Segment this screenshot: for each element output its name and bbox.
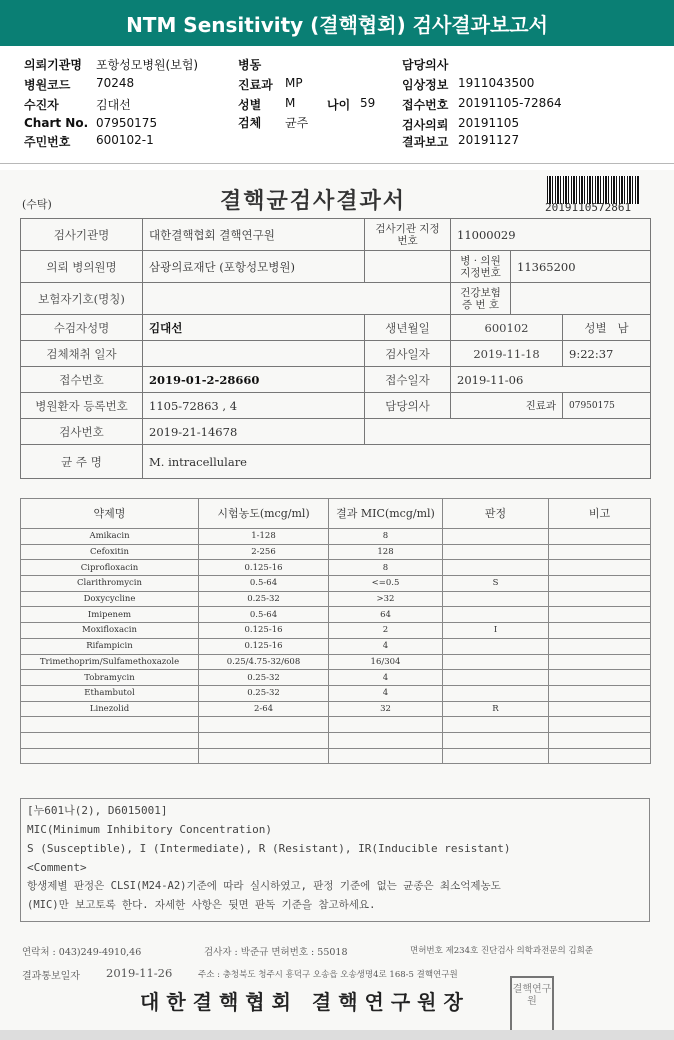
- judgement: [443, 654, 549, 670]
- test-range: 0.125-16: [199, 638, 329, 654]
- patient-info-panel: [0, 50, 674, 162]
- form-label: 균 주 명: [21, 445, 143, 479]
- info-value: 1911043500: [458, 76, 535, 90]
- form-label: 검사번호: [21, 419, 143, 445]
- test-range: 2-256: [199, 544, 329, 560]
- info-label: 병원코드: [24, 78, 71, 92]
- drug-name: Ciprofloxacin: [21, 560, 199, 576]
- footer-examiner: 검사자 : 박준규 면허번호 : 55018: [204, 947, 348, 958]
- form-label: 검사일자: [365, 341, 451, 367]
- remark: [549, 623, 651, 639]
- remark: [549, 544, 651, 560]
- form-value: 9:22:37: [563, 341, 651, 367]
- test-range: 1-128: [199, 529, 329, 545]
- info-value: 70248: [96, 76, 135, 90]
- info-label: 수진자: [24, 98, 59, 112]
- form-value: 2019-11-06: [451, 367, 651, 393]
- table-row: [21, 623, 651, 639]
- info-label: 접수번호: [402, 98, 449, 112]
- drug-name: Ethambutol: [21, 685, 199, 701]
- mic-value: 2: [329, 623, 443, 639]
- susceptibility-table: [20, 498, 651, 764]
- judgement: [443, 529, 549, 545]
- remark: [549, 701, 651, 717]
- form-value: 2019-11-18: [451, 341, 563, 367]
- test-range: 0.25-32: [199, 685, 329, 701]
- divider: [0, 163, 674, 164]
- info-value: 균주: [285, 116, 309, 130]
- notes-box: [20, 798, 650, 922]
- mic-value: 4: [329, 638, 443, 654]
- form-label: 수검자성명: [21, 315, 143, 341]
- info-value: 07950175: [96, 116, 158, 130]
- form-label: 검사기관 지정번호: [365, 219, 451, 251]
- form-label: 의뢰 병의원명: [21, 251, 143, 283]
- form-value: 1105-72863 , 4: [143, 393, 365, 419]
- info-label: 검체: [238, 116, 262, 130]
- form-label: 건강보험 증 번 호: [451, 283, 511, 315]
- remark: [549, 670, 651, 686]
- form-value: [143, 341, 365, 367]
- judgement: [443, 685, 549, 701]
- remark: [549, 591, 651, 607]
- scan-edge: [0, 1030, 674, 1040]
- drug-name: Cefoxitin: [21, 544, 199, 560]
- drug-name: Moxifloxacin: [21, 623, 199, 639]
- remark: [549, 576, 651, 592]
- drug-name: Linezolid: [21, 701, 199, 717]
- judgement: I: [443, 623, 549, 639]
- info-value: 20191105: [458, 116, 520, 130]
- table-row: [21, 607, 651, 623]
- drug-name: Tobramycin: [21, 670, 199, 686]
- test-range: 0.125-16: [199, 623, 329, 639]
- table-row: [21, 560, 651, 576]
- mic-value: 4: [329, 685, 443, 701]
- mic-value: 8: [329, 529, 443, 545]
- table-row: [21, 685, 651, 701]
- info-value: 600102-1: [96, 133, 154, 147]
- form-value: 김대선: [143, 315, 365, 341]
- info-label: Chart No.: [24, 116, 89, 130]
- info-label: 임상정보: [402, 78, 449, 92]
- info-label: 검사의뢰: [402, 118, 449, 132]
- note-line: 항생제별 판정은 CLSI(M24-A2)기준에 따라 실시하였고, 판정 기준에 없는 균종은 최소억제농도: [27, 880, 501, 892]
- test-range: 0.25/4.75-32/608: [199, 654, 329, 670]
- table-row: [21, 576, 651, 592]
- table-row: [21, 529, 651, 545]
- mic-value: 4: [329, 670, 443, 686]
- report-header: [0, 0, 674, 46]
- form-value: 600102: [451, 315, 563, 341]
- note-line: <Comment>: [27, 861, 87, 874]
- table-row: [21, 670, 651, 686]
- info-value: 20191127: [458, 133, 520, 147]
- test-range: 0.5-64: [199, 607, 329, 623]
- mic-value: <=0.5: [329, 576, 443, 592]
- mic-value: 64: [329, 607, 443, 623]
- judgement: [443, 638, 549, 654]
- scanned-report: [0, 170, 674, 1036]
- info-label: 병동: [238, 58, 262, 72]
- form-value: 07950175: [563, 393, 651, 419]
- info-label: 나이: [327, 98, 351, 112]
- drug-name: Doxycycline: [21, 591, 199, 607]
- column-header: 비고: [549, 499, 651, 529]
- table-row: [21, 638, 651, 654]
- test-range: 0.125-16: [199, 560, 329, 576]
- empty-row: [21, 717, 651, 733]
- form-label: 진료과: [451, 393, 563, 419]
- form-value: [143, 283, 451, 315]
- document-type: (수탁): [22, 198, 52, 211]
- note-line: (MIC)만 보고토록 한다. 자세한 사항은 뒷면 판독 기준을 참고하세요.: [27, 899, 376, 911]
- footer-phone: 연락처 : 043)249-4910,46: [22, 947, 142, 958]
- barcode-number: 2019110572861: [545, 201, 632, 214]
- remark: [549, 654, 651, 670]
- info-value: 59: [360, 96, 376, 110]
- form-label: 담당의사: [365, 393, 451, 419]
- remark: [549, 560, 651, 576]
- form-value: 삼광의료재단 (포항성모병원): [143, 251, 365, 283]
- column-header: 판정: [443, 499, 549, 529]
- form-value: 11000029: [451, 219, 651, 251]
- judgement: [443, 591, 549, 607]
- test-range: 0.25-32: [199, 670, 329, 686]
- form-label: 검사기관명: [21, 219, 143, 251]
- form-label: 접수번호: [21, 367, 143, 393]
- empty-row: [21, 748, 651, 764]
- remark: [549, 607, 651, 623]
- info-label: 진료과: [238, 78, 273, 92]
- info-value: MP: [285, 76, 303, 90]
- footer-report-date-label: 결과통보일자: [22, 971, 80, 982]
- form-label: 생년월일: [365, 315, 451, 341]
- judgement: [443, 544, 549, 560]
- remark: [549, 638, 651, 654]
- mic-value: 32: [329, 701, 443, 717]
- info-label: 결과보고: [402, 135, 449, 149]
- drug-name: Imipenem: [21, 607, 199, 623]
- drug-name: Amikacin: [21, 529, 199, 545]
- form-label: 검체채취 일자: [21, 341, 143, 367]
- mic-value: 16/304: [329, 654, 443, 670]
- test-range: 0.5-64: [199, 576, 329, 592]
- remark: [549, 529, 651, 545]
- form-value: M. intracellulare: [143, 445, 651, 479]
- form-value: 남: [617, 320, 629, 335]
- column-header: 약제명: [21, 499, 199, 529]
- empty-row: [21, 732, 651, 748]
- remark: [549, 685, 651, 701]
- form-label: 병 · 의원 지정번호: [451, 251, 511, 283]
- info-label: 성별: [238, 98, 262, 112]
- official-seal: 결핵연구원: [510, 976, 554, 1032]
- judgement: [443, 607, 549, 623]
- info-label: 주민번호: [24, 135, 71, 149]
- report-title: NTM Sensitivity (결핵협회) 검사결과보고서: [126, 12, 548, 37]
- barcode-image: [547, 176, 640, 204]
- judgement: [443, 670, 549, 686]
- form-value: 대한결핵협회 결핵연구원: [143, 219, 365, 251]
- mic-value: >32: [329, 591, 443, 607]
- note-line: S (Susceptible), I (Intermediate), R (Resistant), IR(Inducible resistant): [27, 842, 511, 855]
- info-value: 김대선: [96, 98, 131, 112]
- mic-value: 8: [329, 560, 443, 576]
- document-title: 결핵균검사결과서: [220, 188, 407, 214]
- footer-address: 주소 : 충청북도 청주시 흥덕구 오송읍 오송생명4로 168-5 결핵연구원: [198, 970, 458, 980]
- judgement: R: [443, 701, 549, 717]
- footer-specialist: 면허번호 제234호 진단검사 의학과전문의 김희준: [410, 946, 594, 956]
- info-label: 담당의사: [402, 58, 449, 72]
- column-header: 결과 MIC(mcg/ml): [329, 499, 443, 529]
- info-label: 의뢰기관명: [24, 58, 82, 72]
- form-value: 11365200: [511, 251, 651, 283]
- form-label: 성별: [584, 320, 607, 335]
- info-value: M: [285, 96, 296, 110]
- note-line: MIC(Minimum Inhibitory Concentration): [27, 823, 273, 836]
- form-label: 병원환자 등록번호: [21, 393, 143, 419]
- form-value: [511, 283, 651, 315]
- note-line: [누601나(2), D6015001]: [27, 804, 168, 817]
- judgement: [443, 560, 549, 576]
- info-value: 포항성모병원(보험): [96, 58, 199, 72]
- form-value: 2019-21-14678: [143, 419, 365, 445]
- report-form: [20, 218, 651, 479]
- footer-report-date: 2019-11-26: [106, 966, 173, 980]
- sex-cell: [563, 315, 651, 341]
- table-row: [21, 591, 651, 607]
- form-value: 2019-01-2-28660: [143, 367, 365, 393]
- column-header: 시험농도(mcg/ml): [199, 499, 329, 529]
- test-range: 2-64: [199, 701, 329, 717]
- drug-name: Rifampicin: [21, 638, 199, 654]
- judgement: S: [443, 576, 549, 592]
- form-label: 접수일자: [365, 367, 451, 393]
- drug-name: Trimethoprim/Sulfamethoxazole: [21, 654, 199, 670]
- info-value: 20191105-72864: [458, 96, 562, 110]
- mic-value: 128: [329, 544, 443, 560]
- table-row: [21, 701, 651, 717]
- table-row: [21, 544, 651, 560]
- drug-name: Clarithromycin: [21, 576, 199, 592]
- institute-name: 대한결핵협회 결핵연구원장: [140, 990, 470, 1014]
- table-row: [21, 654, 651, 670]
- test-range: 0.25-32: [199, 591, 329, 607]
- form-label: 보험자기호(명칭): [21, 283, 143, 315]
